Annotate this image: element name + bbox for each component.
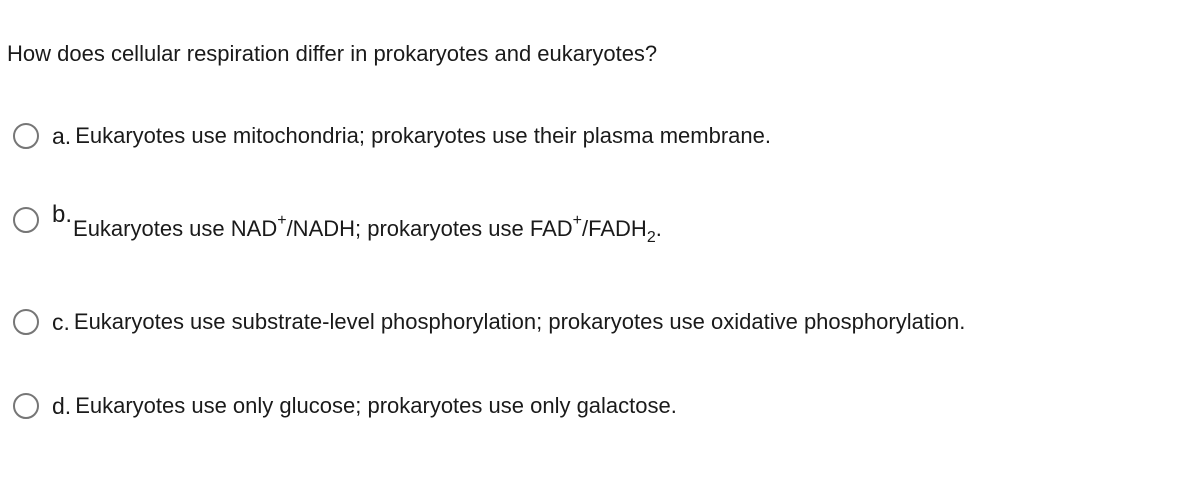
option-b-text-part2: /NADH; prokaryotes use FAD bbox=[286, 216, 573, 241]
radio-button-b[interactable] bbox=[13, 207, 39, 233]
option-text-c: Eukaryotes use substrate-level phosphorylation; prokaryotes use oxidative phosphorylation. bbox=[73, 309, 966, 334]
option-b-text-part4: . bbox=[655, 216, 662, 241]
option-letter-d: d. bbox=[52, 392, 72, 419]
option-b-text-part3: /FADH bbox=[582, 216, 647, 241]
option-text-a: Eukaryotes use mitochondria; prokaryotes use their plasma membrane. bbox=[75, 123, 771, 148]
radio-button-a[interactable] bbox=[13, 123, 39, 149]
fad-superscript: + bbox=[572, 212, 583, 229]
option-text-b bbox=[73, 212, 662, 246]
radio-button-d[interactable] bbox=[13, 393, 39, 419]
option-text-d: Eukaryotes use only glucose; prokaryotes use only galactose. bbox=[75, 393, 677, 418]
question-text: How does cellular respiration differ in prokaryotes and eukaryotes? bbox=[7, 41, 658, 66]
option-b-text-part1: Eukaryotes use NAD bbox=[73, 216, 278, 241]
option-letter-a: a. bbox=[52, 122, 72, 149]
option-letter-c: c. bbox=[52, 308, 70, 335]
radio-button-c[interactable] bbox=[13, 309, 39, 335]
answer-option-b[interactable] bbox=[13, 200, 662, 246]
nad-superscript: + bbox=[277, 212, 287, 229]
fadh-subscript: 2 bbox=[646, 229, 656, 246]
answer-option-c[interactable] bbox=[13, 302, 965, 342]
answer-option-a[interactable] bbox=[13, 116, 771, 156]
option-letter-b: b. bbox=[52, 201, 73, 228]
answer-option-d[interactable] bbox=[13, 386, 677, 426]
